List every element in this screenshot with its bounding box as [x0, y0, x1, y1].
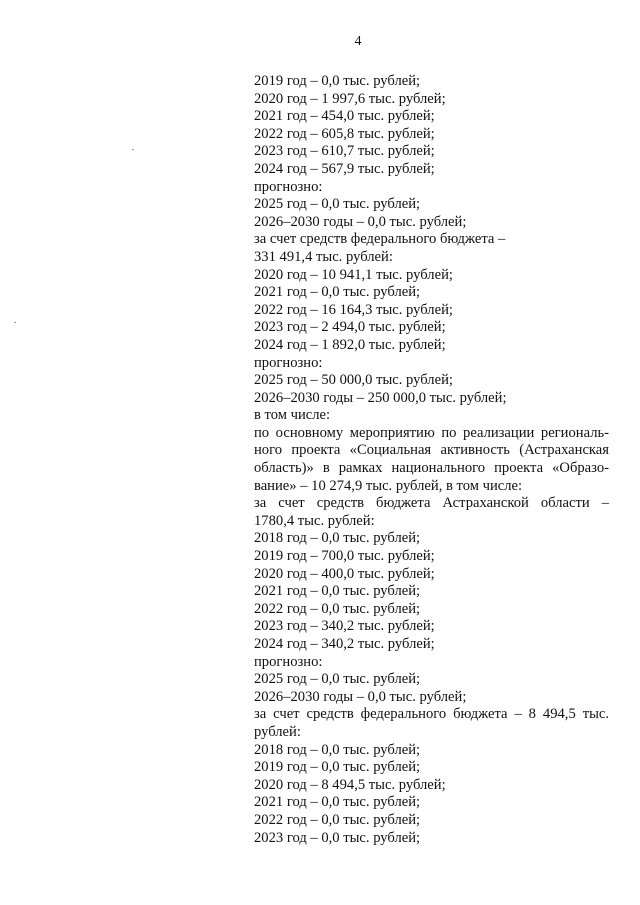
text-line: 2024 год – 340,2 тыс. рублей; [254, 636, 435, 652]
text-line: 2026–2030 годы – 0,0 тыс. рублей; [254, 213, 467, 230]
text-line: 2021 год – 0,0 тыс. рублей; [254, 794, 421, 811]
text-line: 2019 год – 0,0 тыс. рублей; [254, 759, 421, 776]
text-line: в том числе: [254, 407, 331, 424]
text-line: 2024 год – 567,9 тыс. рублей; [254, 160, 435, 177]
text-line: 2023 год – 340,2 тыс. рублей; [254, 618, 435, 635]
text-line: 2023 год – 610,7 тыс. рублей; [254, 143, 435, 160]
text-line: область)» в рамках национального проекта «Образо- [254, 460, 609, 477]
text-line: вание» – 10 274,9 тыс. рублей, в том числе: [254, 477, 523, 494]
text-line: 2020 год – 1 997,6 тыс. рублей; [254, 90, 446, 107]
text-line: 2022 год – 605,8 тыс. рублей; [254, 125, 435, 142]
text-line: 2018 год – 0,0 тыс. рублей; [254, 530, 421, 547]
text-line: 2021 год – 0,0 тыс. рублей; [254, 583, 421, 600]
text-line: за счет средств бюджета Астраханской области – [254, 495, 609, 512]
text-line: 2022 год – 16 164,3 тыс. рублей; [254, 301, 453, 318]
text-line: прогнозно: [254, 178, 323, 195]
text-line: 2020 год – 10 941,1 тыс. рублей; [254, 266, 453, 283]
text-line: прогнозно: [254, 354, 323, 371]
text-line: 2025 год – 0,0 тыс. рублей; [254, 671, 421, 688]
page-number: 4 [354, 34, 362, 49]
text-line: 331 491,4 тыс. рублей: [254, 248, 393, 265]
text-line: 2021 год – 0,0 тыс. рублей; [254, 284, 421, 301]
text-line: 2018 год – 0,0 тыс. рублей; [254, 741, 421, 758]
text-line: 2021 год – 454,0 тыс. рублей; [254, 108, 435, 125]
text-line: 2025 год – 50 000,0 тыс. рублей; [254, 372, 453, 389]
text-line: прогнозно: [254, 653, 323, 670]
text-line: рублей: [254, 723, 301, 740]
text-line: 1780,4 тыс. рублей: [254, 512, 375, 529]
text-line: 2019 год – 700,0 тыс. рублей; [254, 548, 435, 565]
scan-speck [14, 322, 16, 323]
scan-speck [132, 149, 134, 150]
budget-text-block [254, 73, 609, 847]
text-line: 2026–2030 годы – 0,0 тыс. рублей; [254, 688, 467, 705]
text-line: 2022 год – 0,0 тыс. рублей; [254, 811, 421, 828]
text-line: 2024 год – 1 892,0 тыс. рублей; [254, 336, 446, 353]
text-line: 2026–2030 годы – 250 000,0 тыс. рублей; [254, 389, 507, 406]
text-line: ного проекта «Социальная активность (Астраханская [254, 442, 609, 459]
text-line: за счет средств федерального бюджета – [254, 231, 506, 248]
text-line: 2025 год – 0,0 тыс. рублей; [254, 196, 421, 213]
text-line: за счет средств федерального бюджета – 8 494,5 тыс. [254, 706, 609, 723]
text-line: 2022 год – 0,0 тыс. рублей; [254, 600, 421, 617]
text-line: 2020 год – 400,0 тыс. рублей; [254, 565, 435, 582]
text-line: 2020 год – 8 494,5 тыс. рублей; [254, 776, 446, 793]
text-line: по основному мероприятию по реализации региональ- [254, 424, 609, 441]
text-line: 2023 год – 2 494,0 тыс. рублей; [254, 319, 446, 336]
text-line: 2023 год – 0,0 тыс. рублей; [254, 829, 421, 846]
text-line: 2019 год – 0,0 тыс. рублей; [254, 73, 421, 89]
